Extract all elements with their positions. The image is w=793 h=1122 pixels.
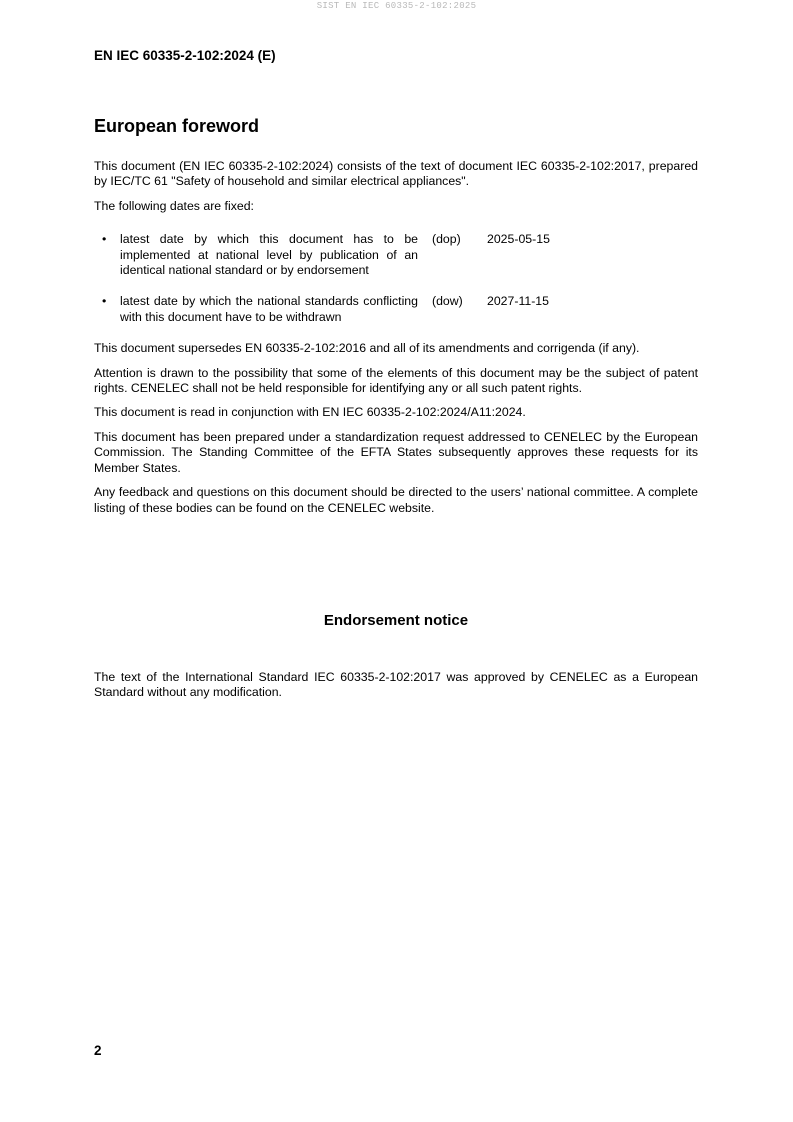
date-value: 2027-11-15 (487, 294, 549, 309)
list-item-dow (94, 294, 698, 325)
feedback-paragraph: Any feedback and questions on this document should be directed to the users’ national committee. A complete listing of these bodies can be found on the CENELEC website. (94, 485, 698, 515)
foreword-content (94, 159, 698, 525)
endorsement-text: The text of the International Standard IEC 60335-2-102:2017 was approved by CENELEC as a European Standard without any modification. (94, 670, 698, 700)
date-value: 2025-05-15 (487, 232, 550, 247)
dates-intro-paragraph: The following dates are fixed: (94, 198, 254, 213)
dates-list (94, 232, 698, 325)
bullet-icon: • (102, 294, 107, 309)
endorsement-title: Endorsement notice (323, 612, 469, 629)
page-title: European foreword (94, 116, 260, 136)
date-description: latest date by which the national standards conflicting with this document have to be withdrawn (120, 294, 418, 324)
document-watermark: SIST EN IEC 60335-2-102:2025 (316, 1, 477, 11)
date-code: (dop) (432, 232, 461, 247)
page-number: 2 (94, 1043, 102, 1058)
conjunction-paragraph: This document is read in conjunction with EN IEC 60335-2-102:2024/A11:2024. (94, 405, 526, 420)
supersedes-paragraph: This document supersedes EN 60335-2-102:2016 and all of its amendments and corrigenda (if any). (94, 341, 640, 356)
document-header: EN IEC 60335-2-102:2024 (E) (94, 48, 276, 63)
patent-paragraph: Attention is drawn to the possibility that some of the elements of this document may be the subject of patent rights. CENELEC shall not be held responsible for identifying any or all such patent rights. (94, 365, 698, 396)
bullet-icon: • (102, 232, 107, 247)
intro-paragraph: This document (EN IEC 60335-2-102:2024) consists of the text of document IEC 60335-2-102:2017, prepared by IEC/TC 61 "Safety of household and similar electrical appliances". (94, 159, 698, 189)
standardization-paragraph: This document has been prepared under a standardization request addressed to CENELEC by the European Commission. The Standing Committee of the EFTA States subsequently approves these requests for its Member States. (94, 429, 698, 475)
date-code: (dow) (432, 294, 463, 309)
date-description: latest date by which this document has to be implemented at national level by publication of an identical national standard or by endorsement (120, 232, 418, 278)
list-item-dop (94, 232, 698, 278)
